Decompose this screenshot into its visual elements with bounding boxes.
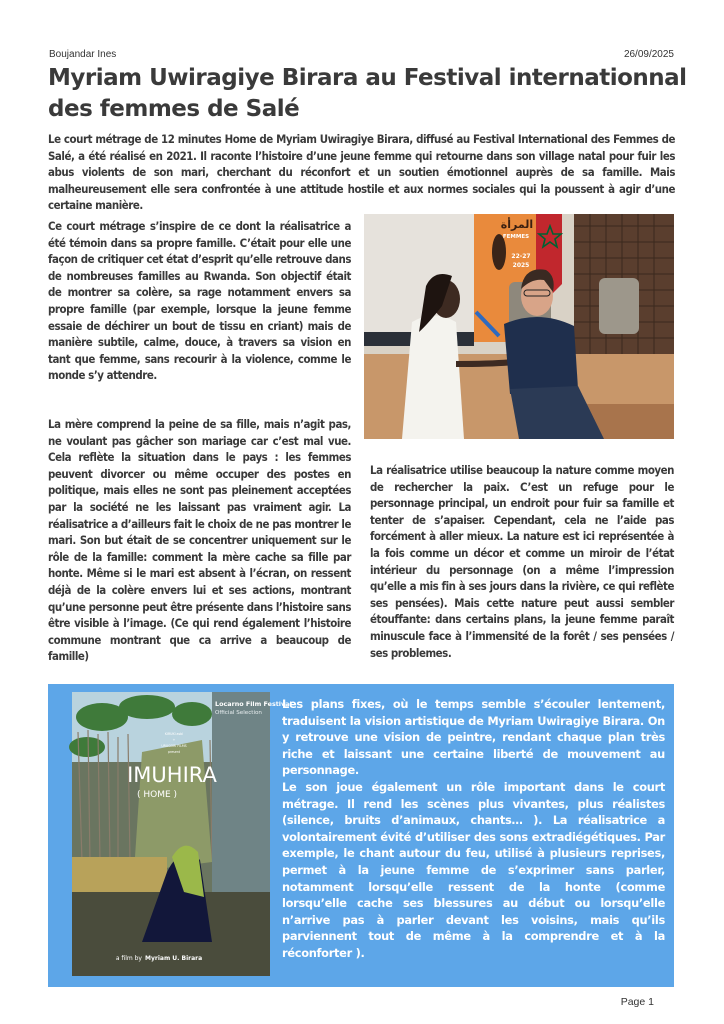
film-poster xyxy=(72,692,292,976)
intro-paragraph: Le court métrage de 12 minutes Home de Myriam Uwiragiye Birara, diffusé au Festival International des Femmes de Salé, a été réalisé en 2021. Il raconte l’histoire d’une jeune femme qui retourne dans son village natal pour fuir les abus violents de son mari, cherchant du réconfort et un soutien émotionnel auprès de sa famille. Mais malheureusement elle sera confrontée à une attitude hostile et aux normes sociales qui la poussent à agir d’une certaine manière. xyxy=(48,132,675,213)
poster-credit-name: Myriam U. Birara xyxy=(145,955,203,962)
poster-presenter-and: + xyxy=(172,738,176,742)
banner-arabic-text: المرأة xyxy=(500,218,534,231)
banner-year-text: 2025 xyxy=(512,262,530,269)
poster-festival-line1: Locarno Film Festival xyxy=(215,700,292,708)
banner-figure xyxy=(492,234,506,270)
woman-arm xyxy=(456,362,514,364)
woman-shirt xyxy=(402,316,464,440)
poster-slab xyxy=(134,740,212,872)
poster-presenter2: URUGORI FILMS xyxy=(161,744,187,748)
poster-presents: present xyxy=(167,750,181,754)
right-column-paragraph: La réalisatrice utilise beaucoup la nature comme moyen de rechercher la paix. C’est un refuge pour le personnage principal, un endroit pour fuir sa famille et tenter de s’apaiser. Cependant, cela ne l’aide pas forcément à aller mieux. La nature est ici représentée à la fois comme un décor et comme un miroir de l’état intérieur du personnage (on a même l’impression qu’elle a mis fin à ses jours dans la rivière, ce qui reflète ses pensées). Mais cette nature peut aussi sembler étouffante: dans certains plans, la jeune femme paraît minuscule face à l’immensité de la forêt / ses pensées / ses problemes. xyxy=(370,463,674,660)
highlight-paragraph-1: Les plans fixes, où le temps semble s’écouler lentement, traduisent la vision artistique de Myriam Uwiragiye Birara. On y retrouve une vision de peintre, rendant chaque plan très riche et laissant une certaine liberté de mouvement au personnage. xyxy=(282,697,665,778)
highlight-paragraph-2: Le son joue également un rôle important dans le court métrage. Il rend les scènes plus vivantes, plus réalistes (silence, bruits d’animaux, chants… ). La réalisatrice a volontairement évité d’utiliser des sons extradiégétiques. Par exemple, le chant autour du feu, utilisé à plusieurs reprises, permet à la jeune femme de s’exprimer sans parler, notamment lorsqu’elle ressent de la honte (comme lorsqu’elle cache ses blessures au début ou lorsqu’elle n’arrive pas à parler devant les voisins, mais qu’ils parviennent tout de même à la comprendre et à la réconforter ). xyxy=(282,779,665,960)
page-number: Page 1 xyxy=(620,996,654,1008)
chair-right xyxy=(599,278,639,334)
left-column-paragraph-1: Ce court métrage s’inspire de ce dont la réalisatrice a été témoin dans sa propre famille. C’était pour elle une façon de critiquer cet état d’esprit qu’elle retrouve dans de nombreuses familles au Rwanda. Son objectif était de montrer sa colère, sa rage notamment envers sa propre famille (par exemple, lorsque la jeune femme essaie de déchirer un bout de tissu en criant) mais de manière subtile, calme, douce, à travers sa vision en tant que femme, sans recourir à la violence, comme le monde s’y attendre. xyxy=(48,219,351,383)
poster-film-title: IMUHIRA xyxy=(127,763,217,787)
left-column-paragraph-2: La mère comprend la peine de sa fille, mais n’agit pas, ne voulant pas gâcher son mariage car c’est mal vue. Cela reflète la situation dans le pays : les femmes peuvent divorcer ou même occuper des postes en politique, mais elles ne sont pas pleinement acceptées par la société ne les laissant pas vraiment agir. La réalisatrice a d’ailleurs fait le choix de ne pas montrer le mari. Son but était de se concentrer uniquement sur le rôle de la famille: comment la mère cache sa fille par honte. Même si le mari est absent à l’écran, on ressent déjà de la colère envers lui et ses actions, montrant qu’une personne peut être présente dans l’histoire sans être visible à l’image. (Ce qui rend également l’histoire commune montrant que ca arrive a beaucoup de famille) xyxy=(48,417,351,664)
man-shirt xyxy=(504,317,578,394)
banner-dates-text: 22-27 xyxy=(511,253,531,260)
author-name: Boujandar Ines xyxy=(49,49,117,60)
poster-film-subtitle: ( HOME ) xyxy=(136,790,178,800)
projection-screen xyxy=(364,214,474,334)
publication-date: 26/09/2025 xyxy=(623,49,674,60)
film-poster-illustration xyxy=(72,692,292,976)
article-title: Myriam Uwiragiye Birara au Festival internationnal des femmes de Salé xyxy=(48,65,687,122)
banner-femmes-text: FEMMES xyxy=(502,234,530,240)
poster-credit-prefix: a film by xyxy=(115,955,142,962)
highlight-box xyxy=(48,684,674,987)
festival-photo-illustration xyxy=(364,214,674,439)
poster-festival-line2: Official Selection xyxy=(215,710,262,716)
poster-presenter1: KIRUKI asbl xyxy=(164,732,184,736)
poster-basket xyxy=(72,857,167,897)
highlight-text xyxy=(282,696,665,962)
festival-photo xyxy=(364,214,674,439)
